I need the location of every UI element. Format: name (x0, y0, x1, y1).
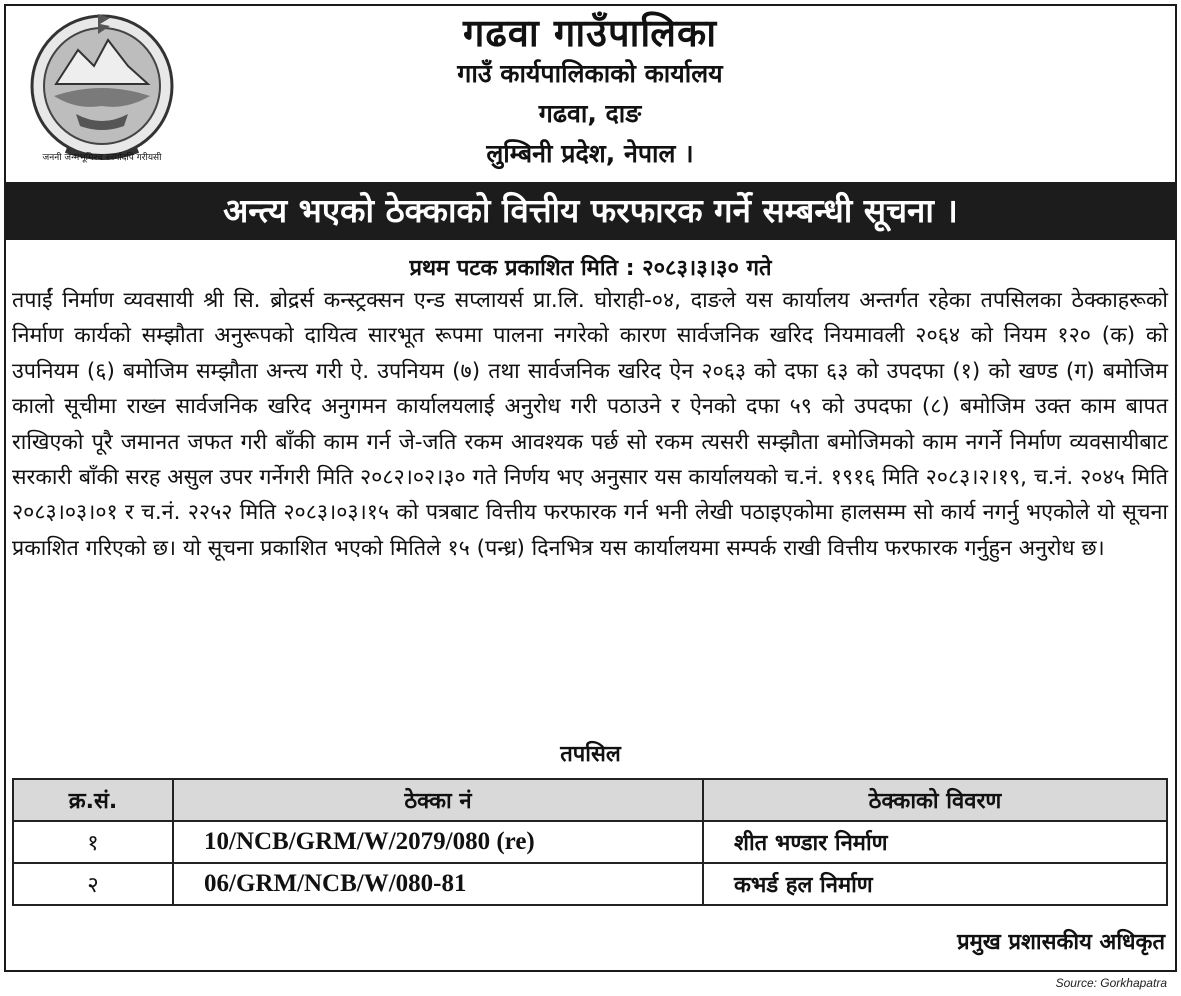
row-description: शीत भण्डार निर्माण (703, 821, 1167, 863)
header-contract-no: ठेक्का नं (173, 779, 703, 821)
header-serial: क्र.सं. (13, 779, 173, 821)
table-row (13, 863, 1167, 905)
signatory-title: प्रमुख प्रशासकीय अधिकृत (957, 930, 1165, 955)
schedule-heading: तपसिल (560, 742, 621, 767)
notice-title-banner: अन्त्य भएको ठेक्काको वित्तीय फरफारक गर्ने सम्बन्धी सूचना । (4, 182, 1177, 240)
office-location: गढवा, दाङ (538, 99, 642, 128)
notice-body: तपाईं निर्माण व्यवसायी श्री सि. ब्रोद्रर्स कन्स्ट्रक्सन एन्ड सप्लायर्स प्रा.लि. घोराही-०४, दाङले यस कार्यालय अन्तर्गत रहेका तपसिलका ठेक्काहरूको निर्माण कार्यको सम्झौता अनुरूपको दायित्व सारभूत रूपमा पालना नगरेको कारण सार्वजनिक खरिद नियमावली २०६४ को नियम १२० (क) को उपनियम (६) बमोजिम सम्झौता अन्त्य गरी ऐ. उपनियम (७) तथा सार्वजनिक खरिद ऐन २०६३ को दफा ६३ को उपदफा (१) को खण्ड (ग) बमोजिम कालो सूचीमा राख्न सार्वजनिक खरिद अनुगमन कार्यालयलाई अनुरोध गरी पठाउने र ऐनको दफा ५९ को उपदफा (८) बमोजिम उक्त काम बापत राखिएको पूरै जमानत जफत गरी बाँकी काम गर्न जे-जति रकम आवश्यक पर्छ सो रकम त्यसरी सम्झौता बमोजिमको काम नगर्ने निर्माण व्यवसायीबाट सरकारी बाँकी सरह असुल उपर गर्नेगरी मिति २०८२।०२।३० गते निर्णय भए अनुसार यस कार्यालयको च.नं. १९१६ मिति २०८३।२।१९, च.नं. २०४५ मिति २०८३।०३।०१ र च.नं. २२५२ मिति २०८३।०३।१५ को पत्रबाट वित्तीय फरफारक गर्न भनी लेखी पठाइएकोमा हालसम्म सो कार्य नगर्नु भएकोले यो सूचना प्रकाशित गरिएको छ। यो सूचना प्रकाशित भएको मितिले १५ (पन्ध्र) दिनभित्र यस कार्यालयमा सम्पर्क राखी वित्तीय फरफारक गर्नुहुन अनुरोध छ। (12, 288, 1168, 561)
row-serial: २ (13, 863, 173, 905)
source-credit: Source: Gorkhapatra (1055, 976, 1167, 990)
nepal-government-emblem (16, 10, 188, 170)
emblem-motto: जननी जन्मभूमिश्च स्वर्गादपि गरीयसी (42, 153, 162, 163)
header-description: ठेक्काको विवरण (703, 779, 1167, 821)
row-serial: १ (13, 821, 173, 863)
row-contract-no: 10/NCB/GRM/W/2079/080 (re) (173, 821, 703, 863)
table-row (13, 821, 1167, 863)
row-contract-no: 06/GRM/NCB/W/080-81 (173, 863, 703, 905)
publish-date: प्रथम पटक प्रकाशित मिति : २०८३।३।३० गते (409, 256, 772, 281)
province-country: लुम्बिनी प्रदेश, नेपाल । (486, 139, 694, 168)
table-header-row (13, 779, 1167, 821)
office-name: गाउँ कार्यपालिकाको कार्यालय (457, 59, 723, 88)
municipality-title: गढवा गाउँपालिका (462, 11, 718, 55)
row-description: कभर्ड हल निर्माण (703, 863, 1167, 905)
contract-table (12, 778, 1168, 906)
